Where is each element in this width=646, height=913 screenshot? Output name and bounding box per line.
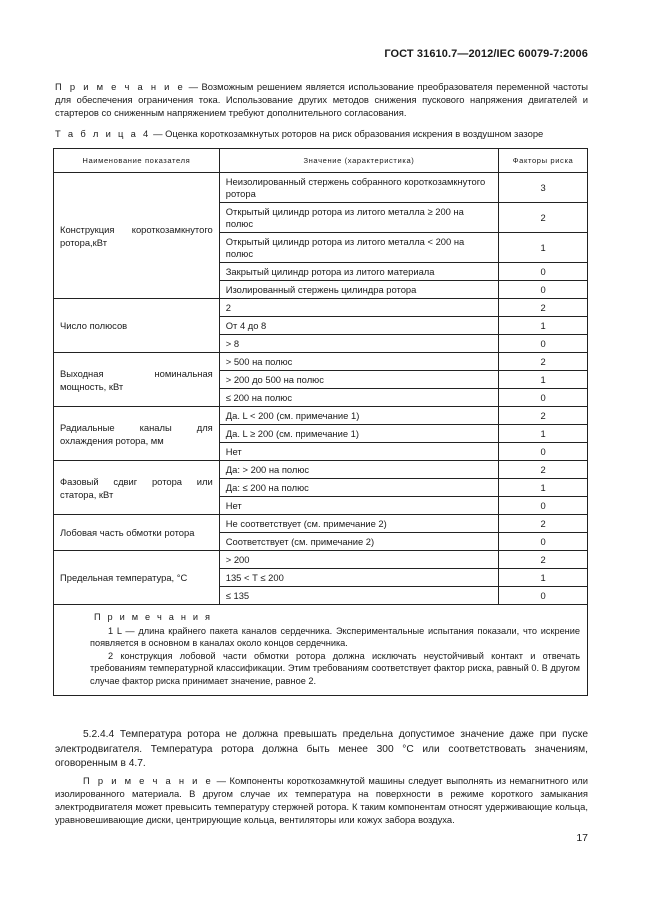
risk-factor-cell: 0 xyxy=(499,335,588,353)
table-row xyxy=(54,353,588,371)
note-item: 2 конструкция лобовой части обмотки ротора должна исключать неустойчивый контакт и отвечать требованиям температурной классификации. Этим требованиям соответствует фактор риска, равный 0. В другом случае фактор риска принимает значение, равное 2. xyxy=(90,650,580,686)
note-top xyxy=(55,80,588,119)
value-cell: От 4 до 8 xyxy=(219,317,498,335)
parameter-name: Лобовая часть обмотки ротора xyxy=(54,515,220,551)
value-cell: ≤ 200 на полюс xyxy=(219,389,498,407)
risk-factor-cell: 2 xyxy=(499,353,588,371)
risk-factor-cell: 2 xyxy=(499,203,588,233)
table-row xyxy=(54,173,588,203)
table-caption xyxy=(55,128,600,139)
header-parameter: Наименование показателя xyxy=(54,149,220,173)
value-cell: Да: > 200 на полюс xyxy=(219,461,498,479)
risk-factor-cell: 2 xyxy=(499,551,588,569)
table-row xyxy=(54,461,588,479)
risk-table xyxy=(53,148,588,696)
table-row xyxy=(54,299,588,317)
table-row xyxy=(54,515,588,533)
risk-factor-cell: 0 xyxy=(499,281,588,299)
parameter-name: Число полюсов xyxy=(54,299,220,353)
parameter-name: Фазовый сдвиг ротора или статора, кВт xyxy=(54,461,220,515)
value-cell: > 200 xyxy=(219,551,498,569)
risk-factor-cell: 0 xyxy=(499,587,588,605)
value-cell: > 500 на полюс xyxy=(219,353,498,371)
notes-row xyxy=(54,605,588,696)
risk-factor-cell: 0 xyxy=(499,263,588,281)
parameter-name: Радиальные каналы для охлаждения ротора, мм xyxy=(54,407,220,461)
note-bottom-lead: П р и м е ч а н и е xyxy=(83,775,214,786)
value-cell: Да. L < 200 (см. примечание 1) xyxy=(219,407,498,425)
value-cell: > 200 до 500 на полюс xyxy=(219,371,498,389)
table-notes xyxy=(54,605,588,696)
header-risk-factor: Факторы риска xyxy=(499,149,588,173)
value-cell: Нет xyxy=(219,443,498,461)
value-cell: 135 < Т ≤ 200 xyxy=(219,569,498,587)
risk-factor-cell: 0 xyxy=(499,533,588,551)
risk-factor-cell: 3 xyxy=(499,173,588,203)
value-cell: Да. L ≥ 200 (см. примечание 1) xyxy=(219,425,498,443)
header-value: Значение (характеристика) xyxy=(219,149,498,173)
note-item: 1 L — длина крайнего пакета каналов сердечника. Экспериментальные испытания показали, что искрение появляется в основном в каналах около концов сердечника. xyxy=(90,625,580,648)
value-cell: Да: ≤ 200 на полюс xyxy=(219,479,498,497)
note-bottom xyxy=(55,774,588,826)
note-bottom-text: — Компоненты короткозамкнутой машины следует выполнять из немагнитного или изолированного материала. В другом случае их температура на поверхности в режиме короткого замыкания электродвигателя может превысить температуру стержней ротора. К таким компонентам относят удерживающие кольца, уравновешивающие диски, центрирующие кольца, вентиляторы или кожух забора воздуха. xyxy=(55,775,589,825)
risk-factor-cell: 0 xyxy=(499,443,588,461)
risk-factor-cell: 0 xyxy=(499,389,588,407)
document-header: ГОСТ 31610.7—2012/IEC 60079-7:2006 xyxy=(384,48,588,60)
value-cell: Соответствует (см. примечание 2) xyxy=(219,533,498,551)
value-cell: ≤ 135 xyxy=(219,587,498,605)
table-caption-lead: Т а б л и ц а 4 xyxy=(55,128,151,139)
risk-factor-cell: 1 xyxy=(499,425,588,443)
value-cell: Нет xyxy=(219,497,498,515)
paragraph-5-2-4-4: 5.2.4.4 Температура ротора не должна превышать предельна допустимое значение даже при пуске электродвигателя. Температура ротора должна быть менее 300 °С или соответствовать значениям, оговоренным в 4.7. xyxy=(55,729,588,769)
table-caption-text: — Оценка короткозамкнутых роторов на риск образования искрения в воздушном зазоре xyxy=(150,128,544,139)
risk-table-body xyxy=(54,173,588,696)
risk-factor-cell: 2 xyxy=(499,299,588,317)
risk-factor-cell: 0 xyxy=(499,497,588,515)
note-top-lead: П р и м е ч а н и е xyxy=(55,81,186,92)
risk-factor-cell: 1 xyxy=(499,569,588,587)
notes-title: П р и м е ч а н и я xyxy=(94,612,213,622)
value-cell: Не соответствует (см. примечание 2) xyxy=(219,515,498,533)
parameter-name: Выходная номинальная мощность, кВт xyxy=(54,353,220,407)
risk-factor-cell: 1 xyxy=(499,233,588,263)
value-cell: Открытый цилиндр ротора из литого металла ≥ 200 на полюс xyxy=(219,203,498,233)
value-cell: Изолированный стержень цилиндра ротора xyxy=(219,281,498,299)
risk-factor-cell: 2 xyxy=(499,407,588,425)
table-row xyxy=(54,551,588,569)
risk-factor-cell: 2 xyxy=(499,515,588,533)
risk-factor-cell: 1 xyxy=(499,479,588,497)
risk-factor-cell: 1 xyxy=(499,317,588,335)
table-row xyxy=(54,407,588,425)
page-number: 17 xyxy=(576,832,588,844)
value-cell: Неизолированный стержень собранного короткозамкнутого ротора xyxy=(219,173,498,203)
risk-factor-cell: 1 xyxy=(499,371,588,389)
value-cell: Открытый цилиндр ротора из литого металла < 200 на полюс xyxy=(219,233,498,263)
parameter-name: Предельная температура, °С xyxy=(54,551,220,605)
value-cell: > 8 xyxy=(219,335,498,353)
value-cell: 2 xyxy=(219,299,498,317)
parameter-name: Конструкция короткозамкнутого ротора,кВт xyxy=(54,173,220,299)
value-cell: Закрытый цилиндр ротора из литого материала xyxy=(219,263,498,281)
table-header-row xyxy=(54,149,588,173)
risk-factor-cell: 2 xyxy=(499,461,588,479)
note-top-text: — Возможным решением является использование преобразователя переменной частоты для обеспечения ограничения тока. Использование других методов снижения пускового напряжения двигателей и стартеров со сниженным напряжением требуют дополнительного согласования. xyxy=(55,81,589,118)
